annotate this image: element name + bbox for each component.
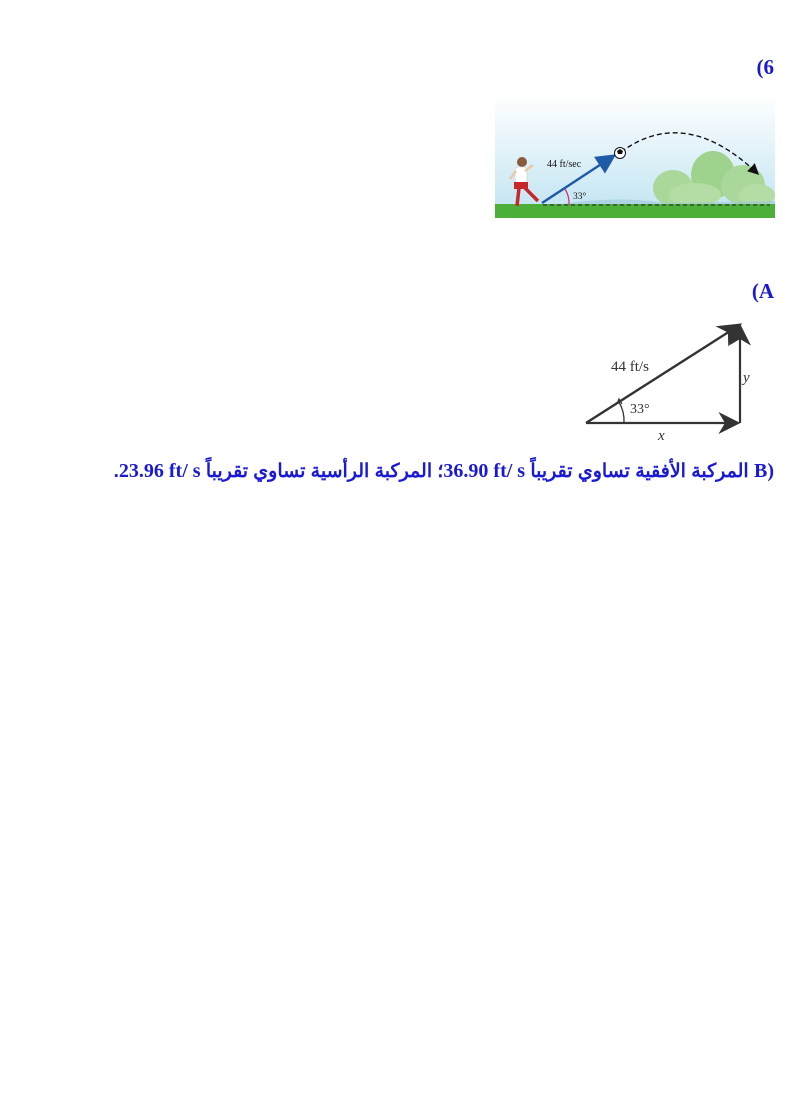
horizontal-component-value: 36.90 ft/ s xyxy=(443,460,526,482)
part-a-label: (A xyxy=(751,279,774,303)
y-label: y xyxy=(743,370,750,386)
grass xyxy=(495,204,775,218)
vector-component-triangle xyxy=(578,318,758,445)
answer-period: . xyxy=(113,461,119,482)
angle-arc xyxy=(619,402,624,423)
x-label: x xyxy=(658,428,665,444)
question-number: (6 xyxy=(756,55,774,79)
angle-label: 33° xyxy=(630,402,650,417)
part-b-answer xyxy=(40,460,774,483)
hypotenuse-arrow xyxy=(586,326,738,423)
answer-text-horizontal: المركبة الأفقية تساوي تقريباً xyxy=(530,461,749,482)
soccer-ball-icon xyxy=(615,148,626,159)
part-b-label: B) xyxy=(754,460,774,482)
soccer-kick-illustration xyxy=(495,95,775,218)
vertical-component-value: 23.96 ft/ s xyxy=(118,460,201,482)
answer-text-vertical: ؛ المركبة الرأسية تساوي تقريباً xyxy=(205,461,444,482)
speed-label: 44 ft/sec xyxy=(547,159,582,170)
hypotenuse-label: 44 ft/s xyxy=(611,359,649,375)
angle-label: 33° xyxy=(573,192,587,202)
